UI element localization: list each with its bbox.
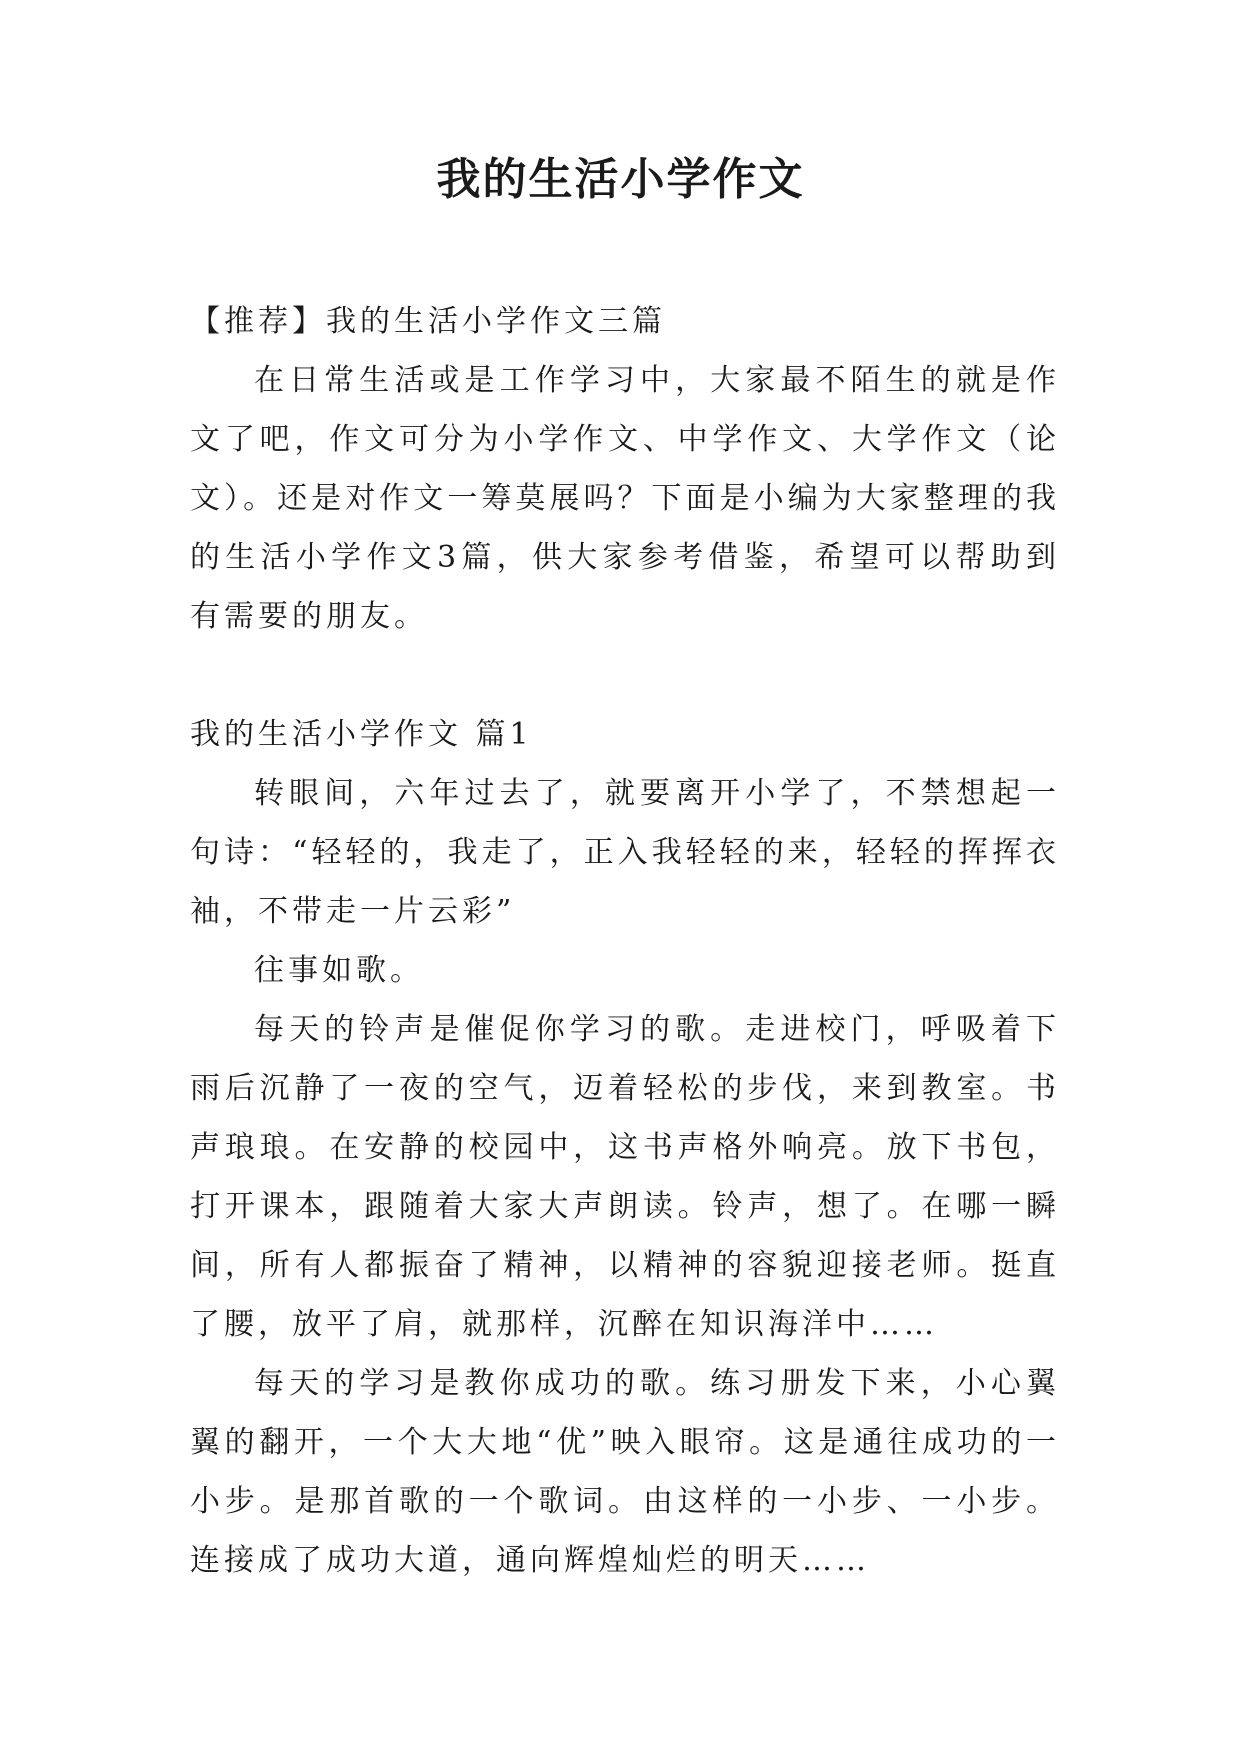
paragraph: 每天的铃声是催促你学习的歌。走进校门，呼吸着下雨后沉静了一夜的空气，迈着轻松的步伐，来到教室。书声琅琅。在安静的校园中，这书声格外响亮。放下书包，打开课本，跟随着大家大声朗读。铃声，想了。在哪一瞬间，所有人都振奋了精神，以精神的容貌迎接老师。挺直了腰，放平了肩，就那样，沉醉在知识海洋中…… xyxy=(190,1012,1060,1342)
section-spacer xyxy=(190,646,1060,705)
document-title: 我的生活小学作文 xyxy=(436,154,805,205)
subtitle: 【推荐】我的生活小学作文三篇 xyxy=(190,304,666,339)
section-heading: 我的生活小学作文 篇1 xyxy=(190,717,533,752)
paragraph: 每天的学习是教你成功的歌。练习册发下来，小心翼翼的翻开，一个大大地“优”映入眼帘。这是通往成功的一小步。是那首歌的一个歌词。由这样的一小步、一小步。连接成了成功大道，通向辉煌灿烂的明天…… xyxy=(190,1366,1060,1578)
document-body xyxy=(190,292,1060,1590)
paragraph: 往事如歌。 xyxy=(254,953,424,988)
paragraph: 转眼间，六年过去了，就要离开小学了，不禁想起一句诗：“轻轻的，我走了，正入我轻轻的来，轻轻的挥挥衣袖，不带走一片云彩” xyxy=(190,776,1060,929)
intro-paragraph: 在日常生活或是工作学习中，大家最不陌生的就是作文了吧，作文可分为小学作文、中学作文、大学作文（论文）。还是对作文一筹莫展吗？下面是小编为大家整理的我的生活小学作文3篇，供大家参考借鉴，希望可以帮助到有需要的朋友。 xyxy=(190,363,1060,634)
